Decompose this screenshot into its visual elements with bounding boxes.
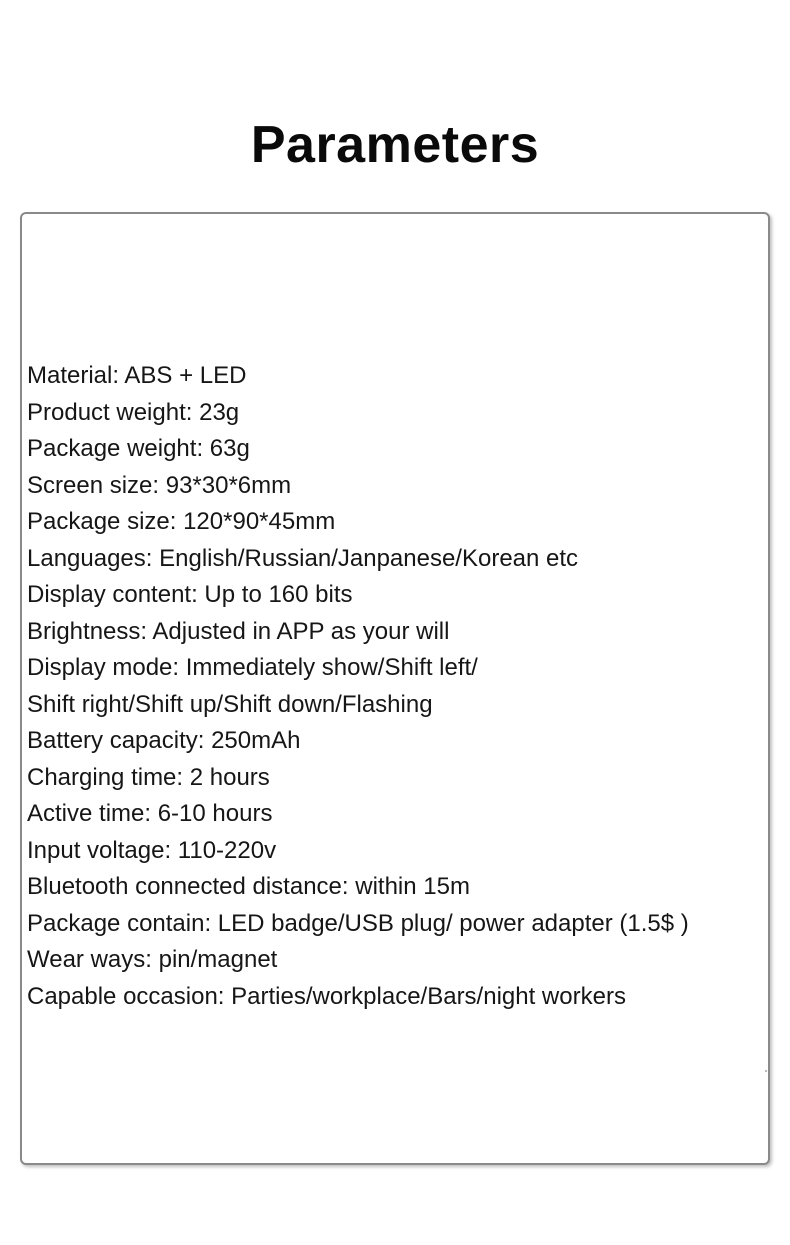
spec-line-brightness: Brightness: Adjusted in APP as your will	[27, 617, 450, 645]
spec-line-display-mode-continued: Shift right/Shift up/Shift down/Flashing	[27, 690, 433, 718]
spec-line-screen-size: Screen size: 93*30*6mm	[27, 471, 292, 499]
spec-line-active-time: Active time: 6-10 hours	[27, 800, 273, 827]
spec-line-bluetooth-distance: Bluetooth connected distance: within 15m	[27, 873, 470, 900]
spec-line-battery-capacity: Battery capacity: 250mAh	[27, 727, 301, 754]
page-title: Parameters	[250, 115, 540, 174]
spec-line-product-weight: Product weight: 23g	[27, 398, 240, 426]
spec-line-wear-ways: Wear ways: pin/magnet	[27, 946, 278, 973]
spec-list	[27, 358, 790, 1015]
spec-line-languages: Languages: English/Russian/Janpanese/Korean etc	[27, 544, 579, 572]
spec-line-charging-time: Charging time: 2 hours	[27, 763, 270, 791]
spec-line-display-content: Display content: Up to 160 bits	[27, 581, 353, 608]
spec-line-package-weight: Package weight: 63g	[27, 435, 250, 462]
stray-dot	[765, 1070, 767, 1072]
spec-line-package-contain: Package contain: LED badge/USB plug/ power adapter (1.5$ )	[27, 909, 689, 937]
spec-line-display-mode: Display mode: Immediately show/Shift left/	[27, 654, 478, 681]
spec-line-package-size: Package size: 120*90*45mm	[27, 508, 336, 535]
spec-line-input-voltage: Input voltage: 110-220v	[27, 836, 277, 864]
spec-line-capable-occasion: Capable occasion: Parties/workplace/Bars/night workers	[27, 982, 626, 1010]
spec-line-material: Material: ABS + LED	[27, 362, 247, 389]
